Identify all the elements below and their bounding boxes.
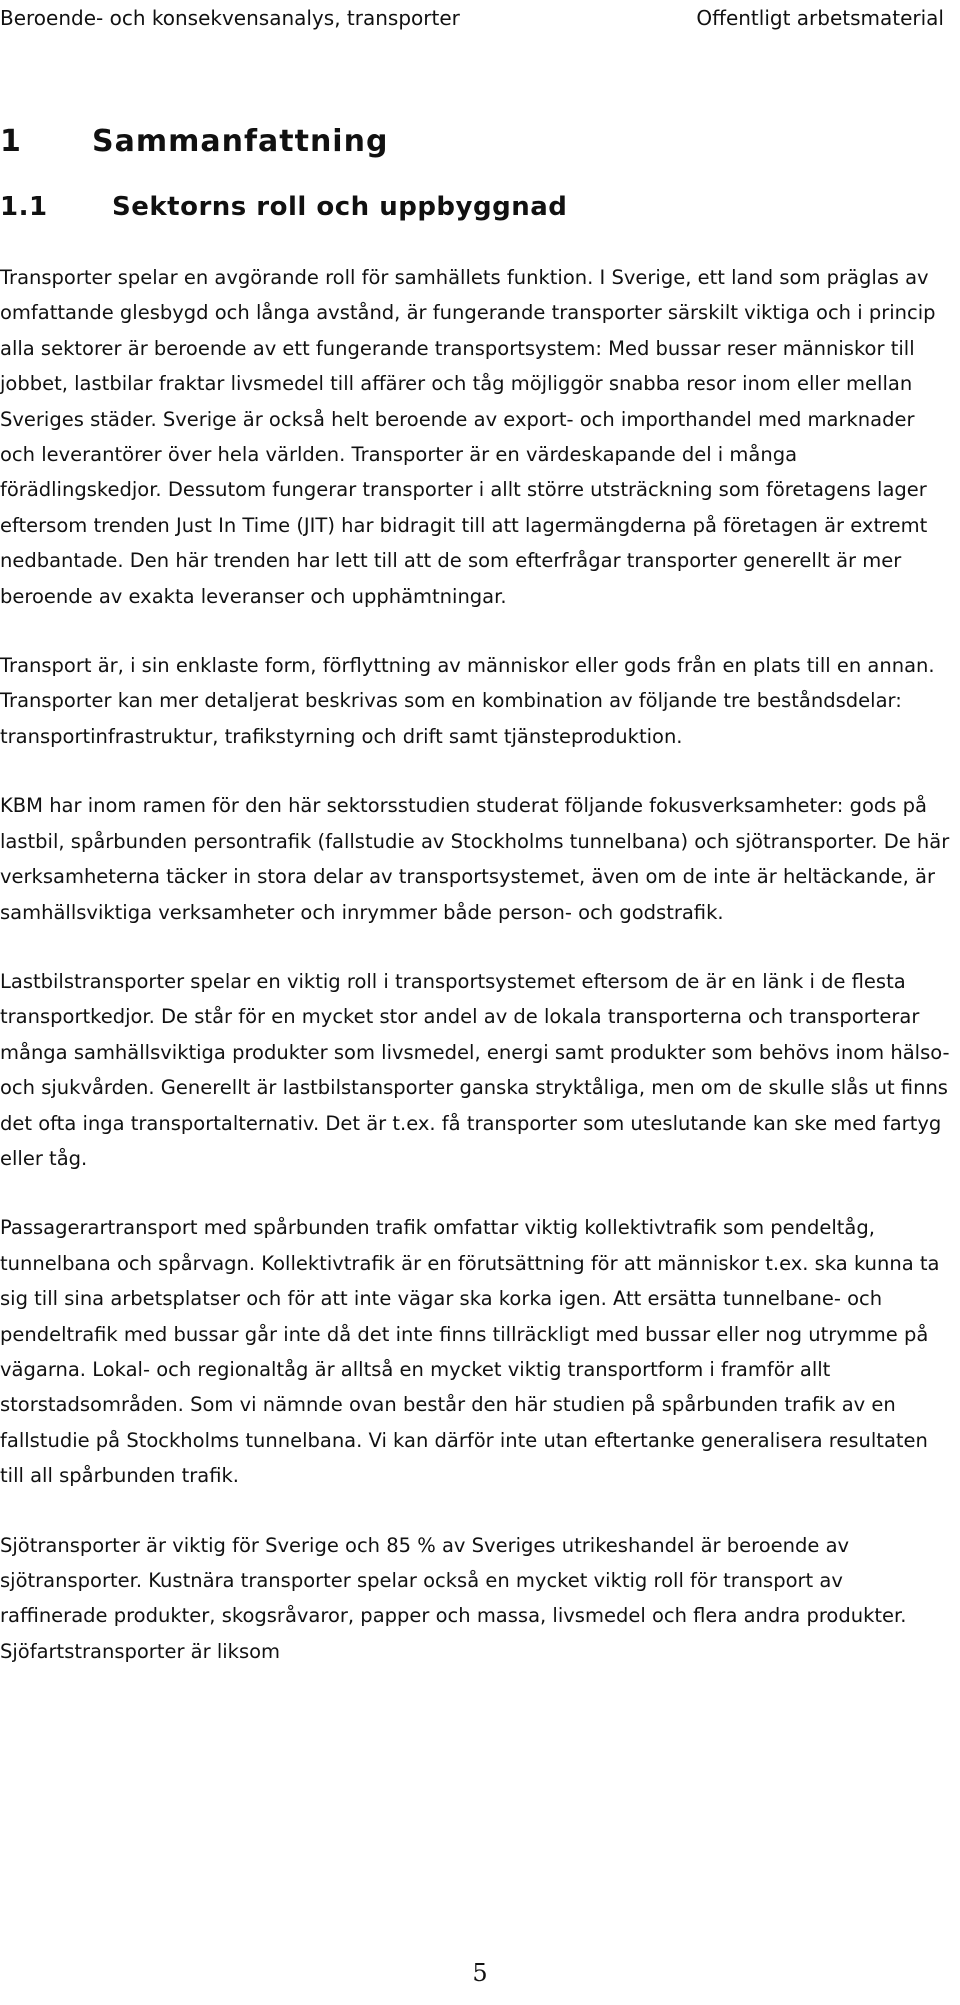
page-number: 5 [472, 1959, 488, 1987]
page-header [0, 0, 960, 70]
paragraph: Passagerartransport med spårbunden trafik omfattar viktig kollektivtrafik som pendeltåg, tunnelbana och spårvagn. Kollektivtrafik är en förutsättning för att människor t.ex. ska kunna ta sig till sina arbetsplatser och för att inte vägar ska korka igen. Att ersätta tunnelbane- och pendeltrafik med bussar går inte då det inte finns tillräckligt med bussar eller nog utrymme på vägarna. Lokal- och regionaltåg är alltså en mycket viktig transportform i framför allt storstadsområden. Som vi nämnde ovan består den här studien på spårbunden trafik av en fallstudie på Stockholms tunnelbana. Vi kan därför inte utan eftertanke generalisera resultaten till all spårbunden trafik. [0, 1216, 940, 1488]
section-number: 1 [0, 124, 22, 159]
section-title: Sammanfattning [92, 124, 389, 159]
body-text [0, 260, 950, 1703]
paragraph: Transporter spelar en avgörande roll för samhällets funktion. I Sverige, ett land som präglas av omfattande glesbygd och långa avstånd, är fungerande transporter särskilt viktiga och i princip alla sektorer är beroende av ett fungerande transportsystem: Med bussar reser människor till jobbet, lastbilar fraktar livsmedel till affärer och tåg möjliggör snabba resor inom eller mellan Sveriges städer. Sverige är också helt beroende av export- och importhandel med marknader och leverantörer över hela världen. Transporter är en värdeskapande del i många förädlingskedjor. Dessutom fungerar transporter i allt större utsträckning som företagens lager eftersom trenden Just In Time (JIT) har bidragit till att lagermängderna på företagen är extremt nedbantade. Den här trenden har lett till att de som efterfrågar transporter generellt är mer beroende av exakta leveranser och upphämtningar. [0, 266, 936, 608]
subsection-heading [0, 192, 567, 222]
subsection-title: Sektorns roll och uppbyggnad [112, 192, 568, 222]
header-classification: Offentligt arbetsmaterial [696, 6, 944, 30]
paragraph: KBM har inom ramen för den här sektorsstudien studerat följande fokusverksamheter: gods på lastbil, spårbunden persontrafik (fallstudie av Stockholms tunnelbana) och sjötransporter. De här verksamheterna täcker in stora delar av transportsystemet, även om de inte är heltäckande, är samhällsviktiga verksamheter och inrymmer både person- och godstrafik. [0, 794, 950, 924]
paragraph: Lastbilstransporter spelar en viktig roll i transportsystemet eftersom de är en länk i de flesta transportkedjor. De står för en mycket stor andel av de lokala transporterna och transporterar många samhällsviktiga produkter som livsmedel, energi samt produkter som behövs inom hälso- och sjukvården. Generellt är lastbilstansporter ganska stryktåliga, men om de skulle slås ut finns det ofta inga transportalternativ. Det är t.ex. få transporter som uteslutande kan ske med fartyg eller tåg. [0, 969, 950, 1170]
header-document-title: Beroende- och konsekvensanalys, transporter [0, 6, 460, 30]
paragraph: Sjötransporter är viktig för Sverige och 85 % av Sveriges utrikeshandel är beroende av sjötransporter. Kustnära transporter spelar också en mycket viktig roll för transport av raffinerade produkter, skogsråvaror, papper och massa, livsmedel och flera andra produkter. Sjöfartstransporter är liksom [0, 1533, 907, 1663]
subsection-number: 1.1 [0, 192, 48, 222]
paragraph: Transport är, i sin enklaste form, förflyttning av människor eller gods från en plats till en annan. Transporter kan mer detaljerat beskrivas som en kombination av följande tre beståndsdelar: transportinfrastruktur, trafikstyrning och drift samt tjänsteproduktion. [0, 654, 935, 748]
section-heading [0, 124, 388, 159]
